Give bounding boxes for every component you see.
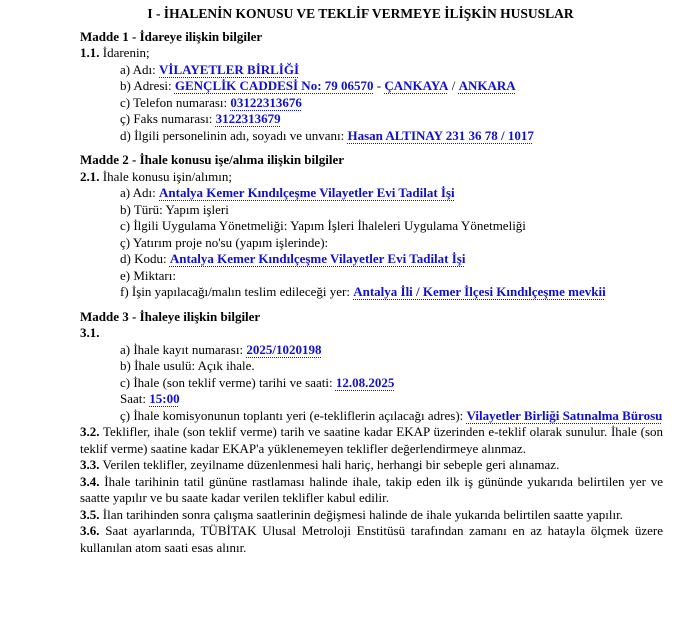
madde3-intro [80, 325, 663, 342]
field-label: ç) Faks numarası: [120, 111, 213, 126]
clause-text: Verilen teklifler, zeyilname düzenlenmesi hali hariç, herhangi bir sebeple geri alınamaz. [102, 457, 560, 472]
document-title: I - İHALENİN KONUSU VE TEKLİF VERMEYE İLİŞKİN HUSUSLAR [147, 6, 574, 21]
field-usul [120, 358, 663, 375]
faks-value-link[interactable]: 3122313679 [215, 111, 281, 126]
clause-3-2 [80, 424, 663, 457]
madde2-heading: Madde 2 - İhale konusu işe/alıma ilişkin bilgiler [80, 152, 345, 167]
teslim-yeri-value-link[interactable]: Antalya İli / Kemer İlçesi Kındılçeşme mevkii [353, 284, 606, 299]
field-ihale-tarihi [120, 375, 663, 392]
field-kodu [120, 251, 663, 268]
section-madde-1 [80, 29, 663, 145]
field-label: c) İhale (son teklif verme) tarihi ve saati: [120, 374, 333, 390]
clause-text: Saat ayarlarında, TÜBİTAK Ulusal Metroloji Enstitüsü tarafından zamanı en az hatayla ölçmek üzere kullanılan atom saati esas alınır. [80, 523, 664, 555]
adres-separator: - [376, 78, 382, 93]
field-label: f) İşin yapılacağı/malın teslim edileceği yer: [120, 284, 350, 299]
adres-il-value-link[interactable]: ANKARA [458, 78, 516, 93]
field-label: ç) İhale komisyonunun toplantı yeri (e-tekliflerin açılacağı adres): [120, 407, 464, 423]
clause-text: İhale tarihinin tatil gününe rastlaması halinde ihale, takip eden ilk iş gününde yukarıda belirtilen yer ve saatte yapılır ve bu saate kadar verilen teklifler kabul edilir. [80, 473, 664, 505]
field-idare-adres [120, 78, 663, 95]
clause-text: Teklifler, ihale (son teklif verme) tarih ve saatine kadar EKAP üzerinden e-teklif olarak sunulur. İhale (son teklif verme) saatine kadar EKAP'a yüklenemeyen teklifler değerlendirmeye alınmaz. [80, 424, 663, 456]
field-label: d) İlgili personelinin adı, soyadı ve unvanı: [120, 127, 345, 143]
field-idare-adi [120, 62, 663, 79]
field-label: Saat: [120, 391, 146, 406]
clause-number: 3.3. [80, 457, 100, 472]
field-label: c) Telefon numarası: [120, 94, 228, 110]
clause-text: İlan tarihinden sonra çalışma saatlerinin değişmesi halinde de ihale yukarıda belirtilen saatte yapılır. [102, 506, 623, 522]
field-toplanti-yeri [120, 408, 663, 425]
telefon-value-link[interactable]: 03122313676 [230, 94, 302, 110]
clause-number: 3.4. [80, 473, 100, 489]
section-madde-2 [80, 152, 663, 301]
clause-3-5 [80, 507, 663, 524]
field-label: b) İhale usulü: Açık ihale. [120, 358, 255, 373]
clause-number: 3.5. [80, 506, 100, 522]
is-adi-value-link[interactable]: Antalya Kemer Kındılçeşme Vilayetler Evi Tadilat İşi [159, 185, 455, 200]
section-madde-3 [80, 309, 663, 557]
idare-adi-value-link[interactable]: VİLAYETLER BİRLİĞİ [159, 61, 300, 77]
toplanti-yeri-value-link[interactable]: Vilayetler Birliği Satınalma Bürosu [466, 407, 663, 423]
field-label: ç) Yatırım proje no'su (yapım işlerinde): [120, 234, 329, 250]
clause-number: 3.1. [80, 325, 100, 340]
clause-3-6 [80, 523, 663, 556]
clause-3-4 [80, 474, 663, 507]
field-turu [120, 202, 663, 219]
ihale-saati-value-link[interactable]: 15:00 [149, 391, 180, 406]
field-label: a) İhale kayıt numarası: [120, 341, 244, 357]
field-faks [120, 111, 663, 128]
field-telefon [120, 95, 663, 112]
field-miktari [120, 268, 663, 285]
field-label: d) Kodu: [120, 251, 167, 266]
field-ihale-saati [120, 391, 663, 408]
field-label: b) Adresi: [120, 78, 172, 93]
personel-value-link[interactable]: Hasan ALTINAY 231 36 78 / 1017 [347, 127, 534, 143]
madde2-intro [80, 169, 663, 186]
clause-number: 3.2. [80, 424, 100, 439]
clause-number: 2.1. [80, 168, 100, 184]
clause-text: İdarenin; [102, 45, 150, 60]
field-label: b) Türü: Yapım işleri [120, 201, 229, 217]
field-label: a) Adı: [120, 185, 156, 200]
adres-separator: / [451, 78, 456, 93]
clause-number: 3.6. [80, 523, 100, 538]
field-is-adi [120, 185, 663, 202]
madde3-heading: Madde 3 - İhaleye ilişkin bilgiler [80, 308, 261, 324]
field-label: a) Adı: [120, 61, 156, 77]
field-ilgili-personel [120, 128, 663, 145]
adres-cadde-value-link[interactable]: GENÇLİK CADDESİ No: 79 06570 [174, 78, 374, 93]
clause-number: 1.1. [80, 45, 100, 60]
field-yonetmelik [120, 218, 663, 235]
madde1-intro [80, 45, 663, 62]
adres-ilce-value-link[interactable]: ÇANKAYA [384, 78, 449, 93]
field-label: e) Miktarı: [120, 267, 176, 283]
field-teslim-yeri [120, 284, 663, 301]
field-yatirim-proje-no [120, 235, 663, 252]
field-kayit-no [120, 342, 663, 359]
kodu-value-link[interactable]: Antalya Kemer Kındılçeşme Vilayetler Evi Tadilat İşi [169, 251, 466, 266]
kayit-no-value-link[interactable]: 2025/1020198 [246, 341, 322, 357]
clause-3-3 [80, 457, 663, 474]
clause-text: İhale konusu işin/alımın; [102, 168, 233, 184]
field-label: c) İlgili Uygulama Yönetmeliği: Yapım İşleri İhaleleri Uygulama Yönetmeliği [120, 218, 526, 233]
madde1-heading: Madde 1 - İdareye ilişkin bilgiler [80, 28, 263, 44]
ihale-tarihi-value-link[interactable]: 12.08.2025 [335, 374, 395, 390]
